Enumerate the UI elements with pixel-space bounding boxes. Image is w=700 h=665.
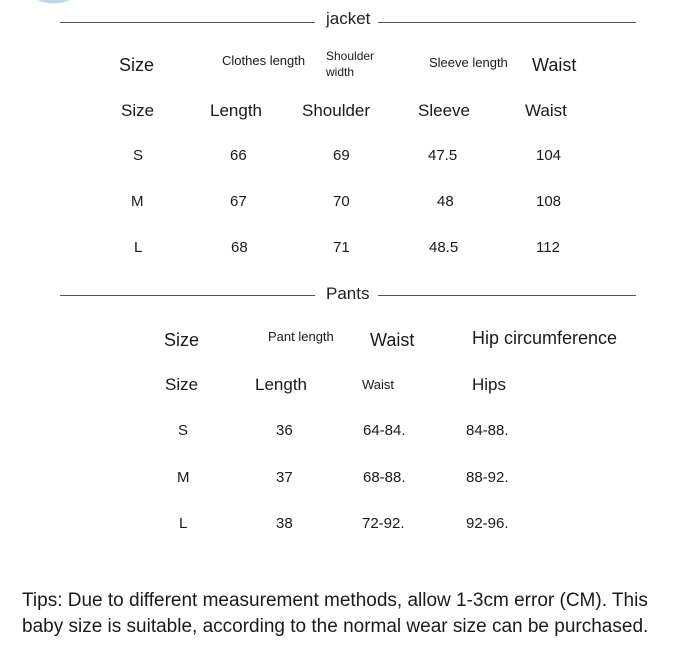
pants-row-m-size: M bbox=[177, 469, 190, 486]
pants-row-m-length: 37 bbox=[276, 469, 293, 486]
jacket-subheader-length: Length bbox=[210, 101, 262, 120]
jacket-row-s-shoulder: 69 bbox=[333, 147, 350, 164]
pants-header-waist: Waist bbox=[370, 330, 415, 350]
pants-divider-right bbox=[378, 295, 636, 296]
tips-note: Tips: Due to different measurement methods, allow 1-3cm error (CM). This baby size is suitable, according to the normal wear size can be purchased. bbox=[22, 590, 649, 637]
logo-arc-graphic bbox=[10, 0, 100, 16]
jacket-row-l-length: 68 bbox=[231, 239, 248, 256]
jacket-title: jacket bbox=[326, 9, 371, 28]
jacket-row-s-sleeve: 47.5 bbox=[428, 147, 458, 164]
pants-header-pant-length: Pant length bbox=[268, 329, 334, 344]
pants-row-l-size: L bbox=[179, 515, 188, 532]
jacket-subheader-waist: Waist bbox=[525, 101, 567, 120]
pants-subheader-waist: Waist bbox=[362, 377, 395, 392]
jacket-header-size: Size bbox=[119, 55, 155, 75]
jacket-subheader-size: Size bbox=[121, 101, 155, 120]
jacket-subheader-sleeve: Sleeve bbox=[418, 101, 470, 120]
pants-subheader-hips: Hips bbox=[472, 375, 507, 394]
pants-subheader-length: Length bbox=[255, 375, 307, 394]
pants-title: Pants bbox=[326, 284, 370, 303]
jacket-row-m-shoulder: 70 bbox=[333, 193, 350, 210]
jacket-row-l-size: L bbox=[134, 239, 143, 256]
jacket-row-s-waist: 104 bbox=[536, 147, 562, 164]
jacket-row-m-length: 67 bbox=[230, 193, 247, 210]
pants-row-m-waist: 68-88. bbox=[363, 469, 406, 486]
pants-row-s-length: 36 bbox=[276, 422, 293, 439]
jacket-divider-right bbox=[378, 22, 636, 23]
jacket-header-clothes-length: Clothes length bbox=[222, 53, 306, 68]
jacket-header-waist: Waist bbox=[532, 55, 577, 75]
jacket-row-s-size: S bbox=[133, 147, 144, 164]
pants-row-s-hips: 84-88. bbox=[466, 422, 509, 439]
jacket-header-shoulder-width: Shoulder width bbox=[326, 49, 375, 79]
pants-subheader-size: Size bbox=[165, 375, 199, 394]
pants-header-size: Size bbox=[164, 330, 200, 350]
pants-row-s-size: S bbox=[178, 422, 189, 439]
jacket-header-sleeve-length: Sleeve length bbox=[429, 55, 508, 70]
jacket-subheader-shoulder: Shoulder bbox=[302, 101, 371, 120]
jacket-row-l-shoulder: 71 bbox=[333, 239, 350, 256]
pants-row-m-hips: 88-92. bbox=[466, 469, 509, 486]
jacket-row-m-sleeve: 48 bbox=[437, 193, 454, 210]
jacket-row-m-waist: 108 bbox=[536, 193, 562, 210]
jacket-row-l-waist: 112 bbox=[536, 239, 560, 256]
pants-header-hip-circumference: Hip circumference bbox=[472, 328, 618, 348]
pants-row-s-waist: 64-84. bbox=[363, 422, 406, 439]
pants-row-l-hips: 92-96. bbox=[466, 515, 509, 532]
pants-row-l-waist: 72-92. bbox=[362, 515, 405, 532]
jacket-row-m-size: M bbox=[131, 193, 144, 210]
jacket-row-l-sleeve: 48.5 bbox=[429, 239, 459, 256]
jacket-row-s-length: 66 bbox=[230, 147, 247, 164]
pants-divider-left bbox=[60, 295, 315, 296]
jacket-divider-left bbox=[60, 22, 315, 23]
pants-row-l-length: 38 bbox=[276, 515, 293, 532]
